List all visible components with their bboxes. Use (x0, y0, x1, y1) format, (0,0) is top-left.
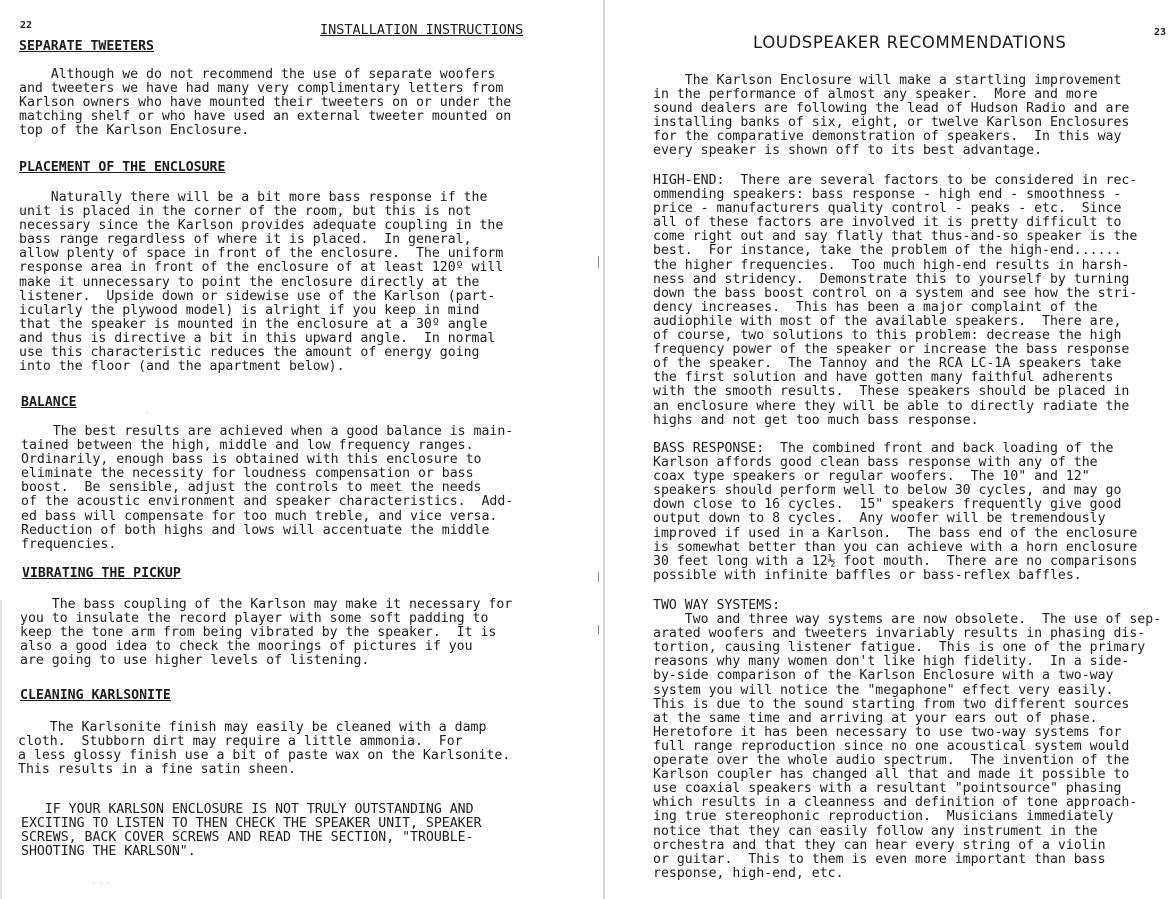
bass-response-paragraph: BASS RESPONSE: The combined front and back loading of the Karlson affords good clean bass response with any of the coax type speakers or regular woofers. The 10" and 12" speakers should perform well to below 30 cycles, and may go down close to 16 cycles. 15" speakers frequently give good output down to 8 cycles. Any woofer will be tremendously improved if used in a Karlson. The bass end of the enclosure is somewhat better than you can achieve with a horn enclosure 30 feet long with a 12½ foot mouth. There are no comparisons possible with infinite baffles or bass-reflex baffles. (653, 441, 1138, 583)
section-heading-cleaning: CLEANING KARLSONITE (20, 688, 171, 703)
paper-speck: · (145, 410, 149, 417)
section-heading-vibrating-pickup: VIBRATING THE PICKUP (22, 566, 181, 581)
two-way-systems-paragraph: TWO WAY SYSTEMS: Two and three way systems are now obsolete. The use of sep- arated woofers and tweeters invariably results in phasing dis- tortion, causing listener fatigue. This is one of the primary reasons why many women don't like high fidelity. In a side- by-side comparison of the Karlson Enclosure with a two-way system you will notice the "megaphone" effect very easily. This is due to the sound starting from two different sources at the same time and arriving at your ears out of phase. Heretofore it has been necessary to use two-way systems for full range reproduction since no one acoustical system would operate over the whole audio spectrum. The invention of the Karlson coupler has changed all that and made it possible to use coaxial speakers with a resultant "pointsource" phasing which results in a cleanness and definition of tone approach- ing true stereophonic reproduction. Musicians immediately notice that they can easily follow any instrument in the orchestra and that they can hear every string of a violin or guitar. This to them is even more important than bass response, high-end, etc. (653, 598, 1162, 881)
intro-paragraph: The Karlson Enclosure will make a startling improvement in the performance of almost any speaker. More and more sound dealers are following the lead of Hudson Radio and are installing banks of six, eight, or twelve Karlson Enclosures for the comparative demonstration of speakers. In this way every speaker is shown off to its best advantage. (653, 73, 1130, 159)
section-body-cleaning: The Karlsonite finish may easily be cleaned with a damp cloth. Stubborn dirt may require a little ammonia. For a less glossy finish use a bit of paste wax on the Karlsonite. This results in a fine satin sheen. (18, 720, 511, 778)
section-body-vibrating-pickup: The bass coupling of the Karlson may make it necessary for you to insulate the record player with some soft padding to keep the tone arm from being vibrated by the speaker. It is also a good idea to check the moorings of pictures if you are going to use higher levels of listening. (20, 597, 513, 669)
section-heading-placement: PLACEMENT OF THE ENCLOSURE (19, 160, 226, 175)
section-body-separate-tweeters: Although we do not recommend the use of separate woofers and tweeters we have had many very complimentary letters from Karlson owners who have mounted their tweeters on or under the matching shelf or who have used an external tweeter mounted on top of the Karlson Enclosure. (19, 67, 512, 139)
page-title: LOUDSPEAKER RECOMMENDATIONS (753, 33, 1067, 52)
section-heading-separate-tweeters: SEPARATE TWEETERS (19, 39, 154, 54)
page-number: 22 (20, 20, 33, 31)
section-body-balance: The best results are achieved when a good balance is main- tained between the high, middle and low frequency ranges. Ordinarily, enough bass is obtained with this enclosure to eliminate the necessity for loudness compensation or bass boost. Be sensible, adjust the controls to meet the needs of the acoustic environment and speaker characteristics. Add- ed bass will compensate for too much treble, and vice versa. Reduction of both highs and lows will accentuate the middle frequencies. (21, 424, 514, 552)
right-page (605, 0, 1175, 899)
page-number: 23 (1154, 27, 1167, 38)
section-heading-balance: BALANCE (21, 395, 77, 410)
section-body-placement: Naturally there will be a bit more bass response if the unit is placed in the corner of the room, but this is not necessary since the Karlson provides adequate coupling in the bass range regardless of where it is placed. In general, allow plenty of space in front of the enclosure. The uniform response area in front of the enclosure of at least 120º will make it unnecessary to point the enclosure directly at the listener. Upside down or sidewise use of the Karlson (part- icularly the plywood model) is alright if you keep in mind that the speaker is mounted in the enclosure at a 30º angle and thus is directive a bit in this upward angle. In normal use this characteristic reduces the amount of energy going into the floor (and the apartment below). (19, 190, 504, 375)
closing-note: IF YOUR KARLSON ENCLOSURE IS NOT TRULY OUTSTANDING AND EXCITING TO LISTEN TO THEN CHECK THE SPEAKER UNIT, SPEAKER SCREWS, BACK COVER SCREWS AND READ THE SECTION, "TROUBLE- SHOOTING THE KARLSON". (21, 802, 482, 860)
high-end-paragraph: HIGH-END: There are several factors to be considered in rec- ommending speakers: bass response - high end - smoothness - price - manufacturers quality control - peaks - etc. Since all of these factors are involved it is pretty difficult to come right out and say flatly that thus-and-so speaker is the best. For instance, take the problem of the high-end...... the higher frequencies. Too much high-end results in harsh- ness and stridency. Demonstrate this to yourself by turning down the bass boost control on a system and see how the stri- dency increases. This has been a major complaint of the audiophile with most of the available speakers. There are, of course, two solutions to this problem: decrease the high frequency power of the speaker or increase the bass response of the speaker. The Tannoy and the RCA LC-1A speakers take the first solution and have gotten many faithful adherents with the smooth results. These speakers should be placed in an enclosure where they will be able to directly radiate the highs and not get too much bass response. (653, 173, 1138, 428)
paper-speck: · · · (92, 880, 111, 887)
running-head: INSTALLATION INSTRUCTIONS (320, 22, 524, 38)
